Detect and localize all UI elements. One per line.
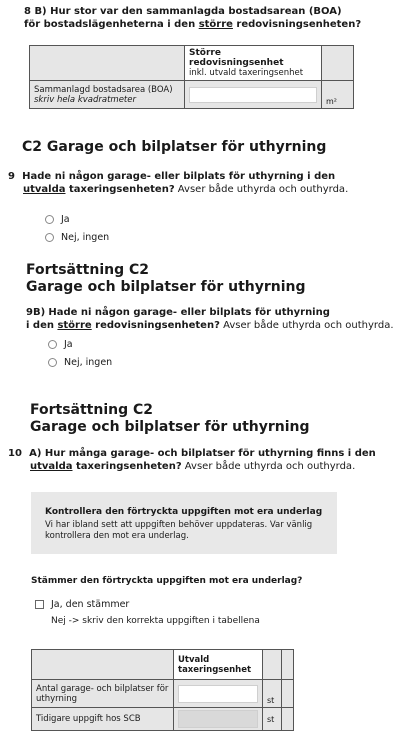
q10-check-yes[interactable] xyxy=(35,599,129,610)
q9b-line2a: i den xyxy=(26,320,58,331)
q10-info-text: Vi har ibland sett att uppgiften behöver uppdateras. Var vänlig kontrollera den mot era underlag. xyxy=(45,520,313,541)
q10-count-input[interactable] xyxy=(178,685,258,703)
radio-icon[interactable] xyxy=(48,340,57,349)
q10-row1-input-cell xyxy=(174,680,263,708)
q8b-line1: Hur stor var den sammanlagda bostadsarean (BOA) xyxy=(50,6,342,17)
q8b-question xyxy=(24,5,394,31)
q8b-table-unit-head xyxy=(322,46,354,81)
q9-option-nej[interactable] xyxy=(45,232,109,243)
q8b-boa-input[interactable] xyxy=(189,87,317,103)
q9b-line2-tail: Avser både uthyrda och outhyrda. xyxy=(219,320,394,331)
q10-check-yes-label: Ja, den stämmer xyxy=(51,599,130,610)
cont2-heading xyxy=(30,402,310,436)
q9-number: 9 xyxy=(8,171,15,182)
q8b-input-cell xyxy=(185,81,322,109)
q9b-option-nej-label: Nej, ingen xyxy=(64,357,113,368)
q10-table-unit-head xyxy=(263,650,282,680)
cont1-heading xyxy=(26,262,306,296)
q10-line2-underlined: utvalda xyxy=(30,461,73,472)
cont2-line2: Garage och bilplatser för uthyrning xyxy=(30,419,310,435)
q10-row2-label: Tidigare uppgift hos SCB xyxy=(32,708,174,731)
q10-table xyxy=(31,649,294,731)
q8b-unit: m² xyxy=(322,81,354,109)
q8b-row-label: Sammanlagd bostadsarea (BOA) xyxy=(34,84,173,95)
q8b-table-header xyxy=(185,46,322,81)
q9b-line2b: redovisningsenheten? xyxy=(91,320,220,331)
q10-row2-value-cell xyxy=(174,708,263,731)
q8b-line2b: redovisningsenheten? xyxy=(232,19,362,30)
q9-line2b: taxeringsenheten? xyxy=(65,184,175,195)
q9b-number: 9B) xyxy=(26,307,46,318)
cont2-line1: Fortsättning C2 xyxy=(30,402,154,418)
q8b-table xyxy=(29,45,354,109)
q8b-header-sub: inkl. utvald taxeringsenhet xyxy=(189,68,304,78)
q8b-line2a: för bostadslägenheterna i den xyxy=(24,19,199,30)
q10-row1-unit: st xyxy=(263,680,282,708)
q9b-line1: Hade ni någon garage- eller bilplats för uthyrning xyxy=(48,307,330,318)
q10-table-corner xyxy=(32,650,174,680)
cont1-line2: Garage och bilplatser för uthyrning xyxy=(26,279,306,295)
q10-row1-edge xyxy=(282,680,294,708)
q10-line1: A) Hur många garage- och bilplatser för uthyrning finns i den xyxy=(29,448,376,459)
cont1-line1: Fortsättning C2 xyxy=(26,262,150,278)
q10-row1-label: Antal garage- och bilplatser för uthyrning xyxy=(32,680,174,708)
q9-line1: Hade ni någon garage- eller bilplats för uthyrning i den xyxy=(22,171,336,182)
q8b-line2-underlined: större xyxy=(198,19,233,30)
q10-table-header xyxy=(174,650,263,680)
q10-line2b: taxeringsenheten? xyxy=(72,461,182,472)
q10-info-title: Kontrollera den förtryckta uppgiften mot era underlag xyxy=(45,507,323,517)
q8b-number: 8 B) xyxy=(24,6,47,17)
q9-option-ja[interactable] xyxy=(45,214,70,225)
q10-header-line2: taxeringsenhet xyxy=(178,664,252,675)
q10-line2-tail: Avser både uthyrda och outhyrda. xyxy=(181,461,356,472)
q10-number: 10 xyxy=(8,448,22,459)
q8b-header-bold: Större redovisningsenhet xyxy=(189,48,284,68)
radio-icon[interactable] xyxy=(45,215,54,224)
q8b-row-sub: skriv hela kvadratmeter xyxy=(34,94,136,105)
q9-line2-underlined: utvalda xyxy=(23,184,66,195)
q9b-question xyxy=(26,306,396,332)
q10-row2-unit: st xyxy=(263,708,282,731)
q9b-line2-underlined: större xyxy=(57,320,92,331)
q9-question xyxy=(8,170,393,196)
q9b-option-nej[interactable] xyxy=(48,357,112,368)
q9b-option-ja-label: Ja xyxy=(64,339,73,350)
q10-info-box xyxy=(31,492,337,554)
q10-header-line1: Utvald xyxy=(178,654,210,665)
radio-icon[interactable] xyxy=(48,358,57,367)
q10-no-hint: Nej -> skriv den korrekta uppgiften i tabellena xyxy=(51,616,260,626)
q10-row2-edge xyxy=(282,708,294,731)
q9-option-ja-label: Ja xyxy=(61,214,70,225)
q10-question xyxy=(8,447,396,473)
q10-previous-value xyxy=(178,710,258,728)
radio-icon[interactable] xyxy=(45,233,54,242)
q10-table-edge xyxy=(282,650,294,680)
q9b-option-ja[interactable] xyxy=(48,339,73,350)
q9-option-nej-label: Nej, ingen xyxy=(61,232,110,243)
q10-confirm-question: Stämmer den förtryckta uppgiften mot era underlag? xyxy=(31,576,303,586)
checkbox-icon[interactable] xyxy=(35,600,44,609)
q8b-table-corner xyxy=(30,46,185,81)
c2-section-title: C2 Garage och bilplatser för uthyrning xyxy=(22,139,327,155)
q9-line2-tail: Avser både uthyrda och outhyrda. xyxy=(174,184,349,195)
q8b-row-label-cell xyxy=(30,81,185,109)
